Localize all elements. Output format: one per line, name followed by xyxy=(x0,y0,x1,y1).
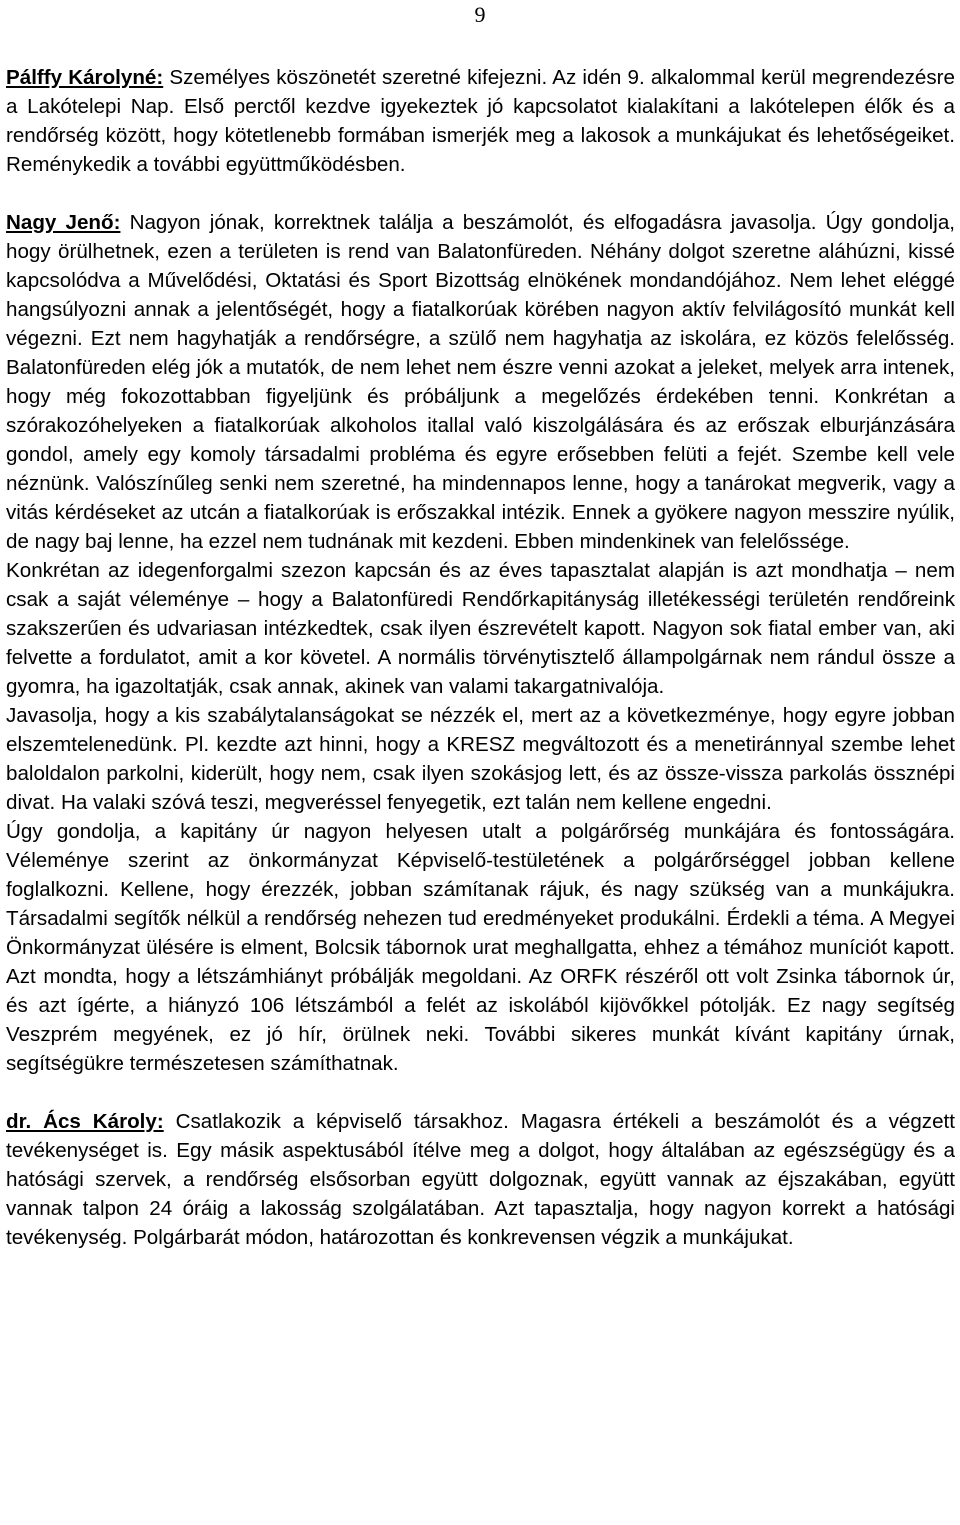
paragraph-text: Javasolja, hogy a kis szabálytalanságokat se nézzék el, mert az a következménye, hogy egyre jobban elszemtelenedünk. Pl. kezdte azt hinni, hogy a KRESZ megváltozott és a menetiránnyal szembe lehet baloldalon parkolni, kiderült, hogy nem, csak ilyen szokásjog lett, és az össze-vissza parkolás össznépi divat. Ha valaki szóvá teszi, megveréssel fenyegetik, ezt talán nem kellene engedni. xyxy=(6,704,955,814)
page-number: 9 xyxy=(474,2,486,27)
paragraph-nagy-continued-3 xyxy=(6,817,955,1078)
paragraph-text: Csatlakozik a képviselő társakhoz. Magasra értékeli a beszámolót és a végzett tevékenységet is. Egy másik aspektusából ítélve meg a dolgot, hogy általában az egészségügy és a hatósági szervek, a rendőrség elsősorban együtt dolgoznak, együtt vannak az éjszakában, együtt vannak talpon 24 óráig a lakosság szolgálatában. Azt tapasztalja, hogy nagyon korrekt a hatósági tevékenység. Polgárbarát módon, határozottan és konkrevensen végzik a munkájukat. xyxy=(6,1110,955,1249)
paragraph-palffy xyxy=(6,63,955,179)
paragraph-text: Úgy gondolja, a kapitány úr nagyon helyesen utalt a polgárőrség munkájára és fontosságára. Véleménye szerint az önkormányzat Képviselő-testületének a polgárőrséggel jobban kellene foglalkozni. Kellene, hogy érezzék, jobban számítanak rájuk, és nagy szükség van a munkájukra. Társadalmi segítők nélkül a rendőrség nehezen tud eredményeket produkálni. Érdekli a téma. A Megyei Önkormányzat ülésére is elment, Bolcsik tábornok urat meghallgatta, ehhez a témához muníciót kapott. Azt mondta, hogy a létszámhiányt próbálják megoldani. Az ORFK részéről ott volt Zsinka tábornok úr, és azt ígérte, a hiányzó 106 létszámból a felét az iskolából kijövőkkel pótolják. Ez nagy segítség Veszprém megyének, ez jó hír, örülnek neki. További sikeres munkát kívánt kapitány úrnak, segítségükre természetesen számíthatnak. xyxy=(6,820,955,1075)
paragraph-acs xyxy=(6,1107,955,1252)
speaker-name: dr. Ács Károly: xyxy=(6,1110,164,1133)
paragraph-nagy-continued-2 xyxy=(6,701,955,817)
paragraph-text: Személyes köszönetét szeretné kifejezni. Az idén 9. alkalommal kerül megrendezésre a Lakótelepi Nap. Első perctől kezdve igyekeztek jó kapcsolatot kialakítani a lakótelepen élők és a rendőrség között, hogy kötetlenebb formában ismerjék meg a lakosok a munkájukat és lehetőségeiket. Reménykedik a további együttműködésben. xyxy=(6,66,955,176)
document-body xyxy=(6,63,955,1252)
paragraph-nagy xyxy=(6,208,955,556)
paragraph-nagy-continued-1 xyxy=(6,556,955,701)
speaker-name: Nagy Jenő: xyxy=(6,211,121,234)
paragraph-text: Konkrétan az idegenforgalmi szezon kapcsán és az éves tapasztalat alapján is azt mondhatja – nem csak a saját véleménye – hogy a Balatonfüredi Rendőrkapitányság illetékességi területén rendőreink szakszerűen és udvariasan intézkedtek, csak ilyen észrevételt kapott. Nagyon sok fiatal ember van, aki felvette a fordulatot, amit a kor követel. A normális törvénytisztelő állampolgárnak nem rándul össze a gyomra, ha igazoltatják, csak annak, akinek van valami takargatnivalója. xyxy=(6,559,955,698)
speaker-name: Pálffy Károlyné: xyxy=(6,66,164,89)
paragraph-text: Nagyon jónak, korrektnek találja a beszámolót, és elfogadásra javasolja. Úgy gondolja, hogy örülhetnek, ezen a területen is rend van Balatonfüreden. Néhány dolgot szeretne aláhúzni, kissé kapcsolódva a Művelődési, Oktatási és Sport Bizottság elnökének mondandójához. Nem lehet eléggé hangsúlyozni annak a jelentőségét, hogy a fiatalkorúak körében nagyon aktív felvilágosító munkát kell végezni. Ezt nem hagyhatják a rendőrségre, a szülő nem hagyhatja az iskolára, ez közös felelősség. Balatonfüreden elég jók a mutatók, de nem lehet nem észre venni azokat a jeleket, melyek arra intenek, hogy még fokozottabban figyeljünk és próbáljunk a megelőzés érdekében tenni. Konkrétan a szórakozóhelyeken a fiatalkorúak alkoholos itallal való kiszolgálására és az erőszak elburjánzására gondol, amely egy komoly társadalmi probléma és egyre erősebben felüti a fejét. Szembe kell vele néznünk. Valószínűleg senki nem szeretné, ha mindennapos lenne, hogy a tanárokat megverik, vagy a vitás kérdéseket az utcán a fiatalkorúak is erőszakkal intézik. Ennek a gyökere nagyon messzire nyúlik, de nagy baj lenne, ha ezzel nem tudnának mit kezdeni. Ebben mindenkinek van felelőssége. xyxy=(6,211,955,553)
